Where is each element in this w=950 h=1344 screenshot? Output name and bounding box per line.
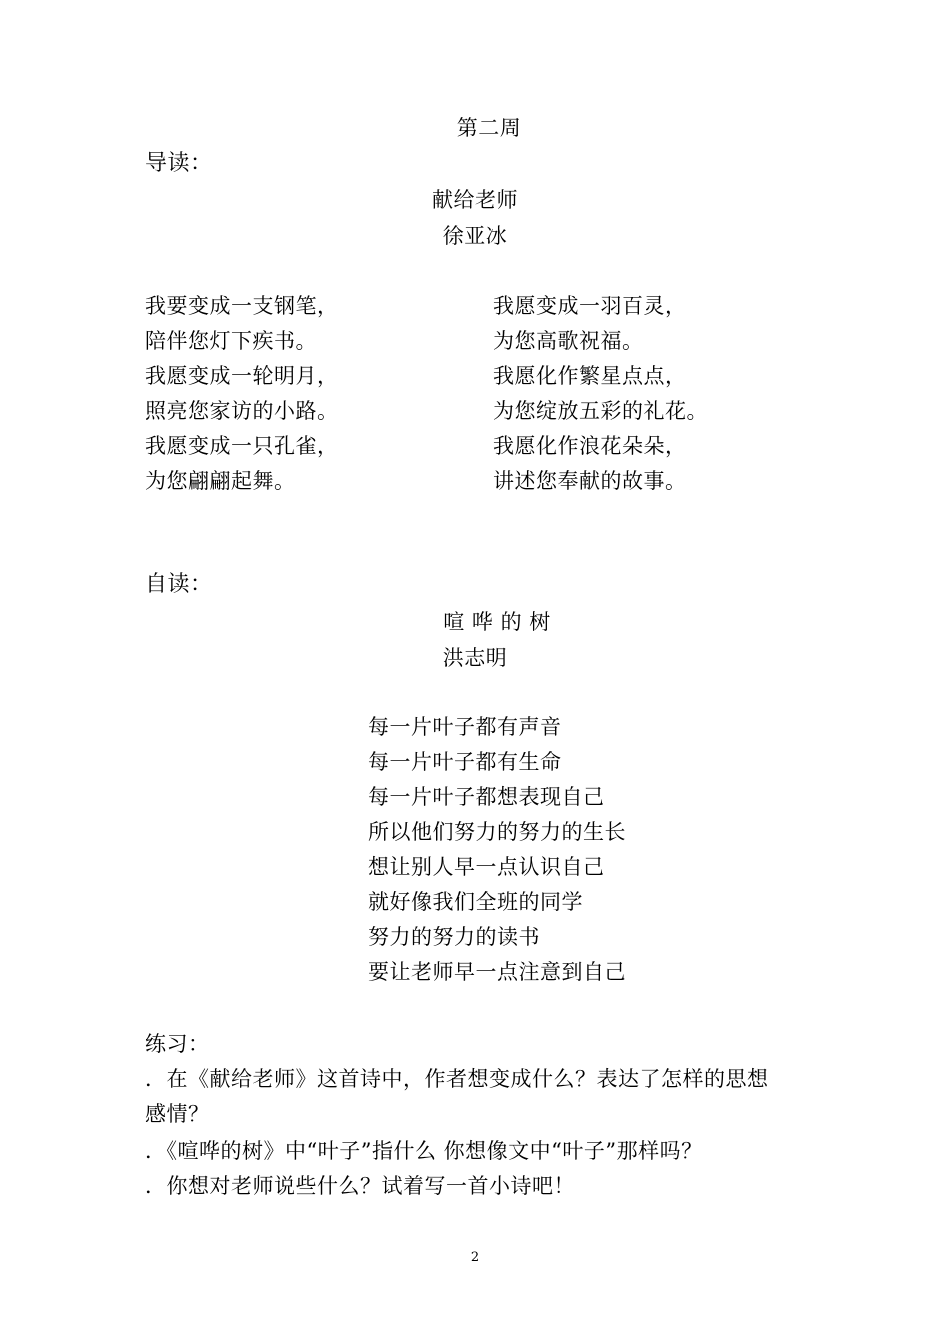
exercises-label: 练习： xyxy=(145,1032,210,1056)
exercise-item: 感情？ xyxy=(145,1102,210,1126)
poem1-left-line: 为您翩翩起舞。 xyxy=(145,469,296,493)
poem1-left-line: 我愿变成一只孔雀， xyxy=(145,434,339,458)
poem-author-1: 徐亚冰 xyxy=(442,224,508,248)
poem1-right-line: 为您绽放五彩的礼花。 xyxy=(493,399,708,423)
poem-title-2: 喧 哗 的 树 xyxy=(443,610,551,634)
poem1-right-line: 我愿变成一羽百灵， xyxy=(493,294,687,318)
self-reading-label: 自读： xyxy=(145,572,213,597)
poem1-right-line: 为您高歌祝福。 xyxy=(493,329,644,353)
poem-title-1: 献给老师 xyxy=(432,188,518,212)
poem2-line: 每一片叶子都想表现自己 xyxy=(368,785,605,809)
poem2-line: 要让老师早一点注意到自己 xyxy=(368,960,626,984)
poem1-left-line: 陪伴您灯下疾书。 xyxy=(145,329,317,353)
poem1-left-line: 我愿变成一轮明月， xyxy=(145,364,339,388)
exercise-item: ．你想对老师说些什么？试着写一首小诗吧！ xyxy=(145,1174,575,1198)
poem1-right-line: 我愿化作浪花朵朵， xyxy=(493,434,687,458)
poem2-line: 每一片叶子都有生命 xyxy=(368,750,562,774)
poem1-left-line: 照亮您家访的小路。 xyxy=(145,399,339,423)
page-number: 2 xyxy=(470,1250,480,1265)
guided-reading-label: 导读： xyxy=(145,151,213,176)
poem2-line: 想让别人早一点认识自己 xyxy=(368,855,605,879)
poem1-right-line: 讲述您奉献的故事。 xyxy=(493,469,687,493)
poem1-left-line: 我要变成一支钢笔， xyxy=(145,294,339,318)
week-title: 第二周 xyxy=(456,116,522,140)
poem-author-2: 洪志明 xyxy=(442,646,508,670)
poem2-line: 每一片叶子都有声音 xyxy=(368,715,562,739)
poem1-right-line: 我愿化作繁星点点， xyxy=(493,364,687,388)
poem2-line: 努力的努力的读书 xyxy=(368,925,540,949)
poem2-line: 就好像我们全班的同学 xyxy=(368,890,583,914)
exercise-item: ．《喧哗的树》中“叶子”指什么 你想像文中“叶子”那样吗？ xyxy=(145,1139,703,1163)
poem2-line: 所以他们努力的努力的生长 xyxy=(368,820,626,844)
exercise-item: ．在《献给老师》这首诗中，作者想变成什么？表达了怎样的思想 xyxy=(145,1067,769,1091)
